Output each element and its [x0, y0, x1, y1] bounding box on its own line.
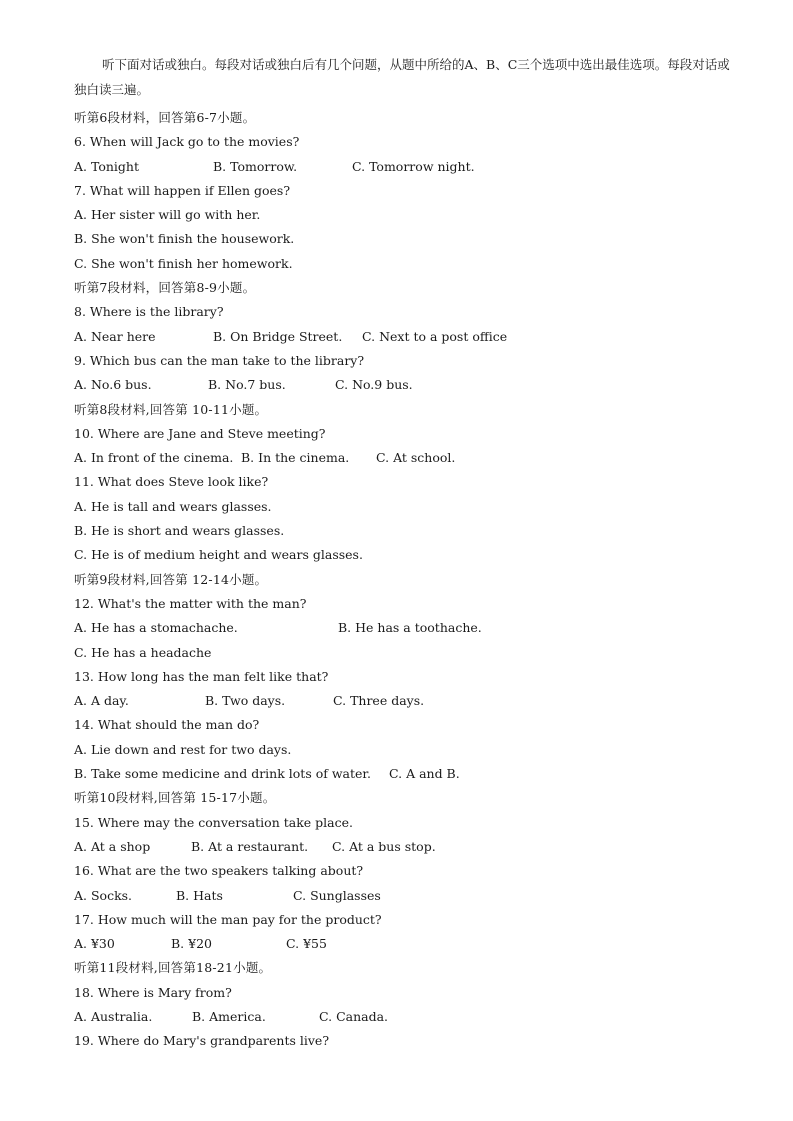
option-a: A. Lie down and rest for two days.	[74, 741, 292, 757]
option-b: B. Tomorrow.	[213, 158, 298, 174]
question-6-options	[74, 155, 734, 179]
question-13-options	[74, 689, 734, 713]
option-b: B. Take some medicine and drink lots of water.	[74, 766, 371, 782]
option-a: A. Socks.	[74, 887, 133, 903]
option-a: A. He is tall and wears glasses.	[74, 498, 272, 514]
question-15-options	[74, 835, 734, 859]
section-heading-10: 听第10段材料,回答第 15-17小题。	[74, 790, 276, 806]
exam-page	[74, 53, 734, 1054]
section-heading-7: 听第7段材料，回答第8-9小题。	[74, 280, 256, 296]
question-11-stem: 11. What does Steve look like?	[74, 474, 269, 490]
option-b: B. She won't finish the housework.	[74, 231, 295, 247]
question-17-stem: 17. How much will the man pay for the product?	[74, 911, 382, 927]
option-a: A. Her sister will go with her.	[74, 207, 261, 223]
option-a: A. A day.	[74, 693, 129, 709]
question-17-options	[74, 932, 734, 956]
option-c: C. ¥55	[286, 936, 327, 952]
option-a: A. Tonight	[74, 158, 139, 174]
option-a: A. Near here	[74, 328, 156, 344]
section-heading-8: 听第8段材料,回答第 10-11小题。	[74, 401, 268, 417]
option-c: C. Next to a post office	[362, 328, 508, 344]
option-b: B. On Bridge Street.	[213, 328, 343, 344]
option-c: C. He is of medium height and wears glasses.	[74, 547, 363, 563]
section-heading-11: 听第11段材料,回答第18-21小题。	[74, 960, 272, 976]
question-10-options	[74, 446, 734, 470]
section-heading-6: 听第6段材料，回答第6-7小题。	[74, 110, 256, 125]
option-b: B. America.	[192, 1008, 266, 1024]
question-18-stem: 18. Where is Mary from?	[74, 984, 232, 1000]
question-13-stem: 13. How long has the man felt like that?	[74, 668, 329, 684]
question-8-options	[74, 325, 734, 349]
option-b: B. No.7 bus.	[208, 377, 286, 393]
option-b: B. He is short and wears glasses.	[74, 523, 285, 539]
question-15-stem: 15. Where may the conversation take place.	[74, 814, 353, 830]
option-c: C. She won't finish her homework.	[74, 255, 293, 271]
option-c: C. At school.	[376, 450, 456, 466]
question-18-options	[74, 1005, 734, 1029]
option-c: C. He has a headache	[74, 644, 212, 660]
question-12-options	[74, 616, 734, 640]
option-a: A. No.6 bus.	[74, 377, 152, 393]
option-c: C. Three days.	[333, 693, 425, 709]
section-instructions: 听下面对话或独白。每段对话或独白后有几个问题，从题中所给的A、B、C三个选项中选出最佳选项。每段对话或独白读三遍。	[74, 57, 730, 97]
option-a: A. In front of the cinema.	[74, 450, 234, 466]
question-9-options	[74, 373, 734, 397]
option-b: B. Two days.	[205, 693, 286, 709]
option-c: C. Tomorrow night.	[352, 158, 475, 174]
question-12-stem: 12. What's the matter with the man?	[74, 595, 307, 611]
option-b: B. He has a toothache.	[338, 620, 482, 636]
option-b: B. At a restaurant.	[191, 838, 309, 854]
question-19-stem: 19. Where do Mary's grandparents live?	[74, 1033, 330, 1049]
question-16-options	[74, 884, 734, 908]
option-b: B. Hats	[176, 887, 223, 903]
option-a: A. ¥30	[74, 936, 115, 952]
question-10-stem: 10. Where are Jane and Steve meeting?	[74, 425, 326, 441]
question-8-stem: 8. Where is the library?	[74, 304, 224, 320]
question-16-stem: 16. What are the two speakers talking about?	[74, 863, 364, 879]
option-a: A. Australia.	[74, 1008, 153, 1024]
question-9-stem: 9. Which bus can the man take to the library?	[74, 352, 365, 368]
option-c: C. Sunglasses	[293, 887, 381, 903]
section-heading-9: 听第9段材料,回答第 12-14小题。	[74, 571, 268, 587]
option-b: B. ¥20	[171, 936, 212, 952]
option-a: A. At a shop	[74, 838, 151, 854]
option-c: C. At a bus stop.	[332, 838, 436, 854]
question-7-stem: 7. What will happen if Ellen goes?	[74, 182, 291, 198]
option-a: A. He has a stomachache.	[74, 620, 238, 636]
question-6-stem: 6. When will Jack go to the movies?	[74, 134, 300, 150]
option-b: B. In the cinema.	[241, 450, 350, 466]
question-14-options	[74, 762, 734, 786]
option-c: C. No.9 bus.	[335, 377, 413, 393]
option-c: C. Canada.	[319, 1008, 389, 1024]
option-c: C. A and B.	[389, 766, 460, 782]
question-14-stem: 14. What should the man do?	[74, 717, 260, 733]
